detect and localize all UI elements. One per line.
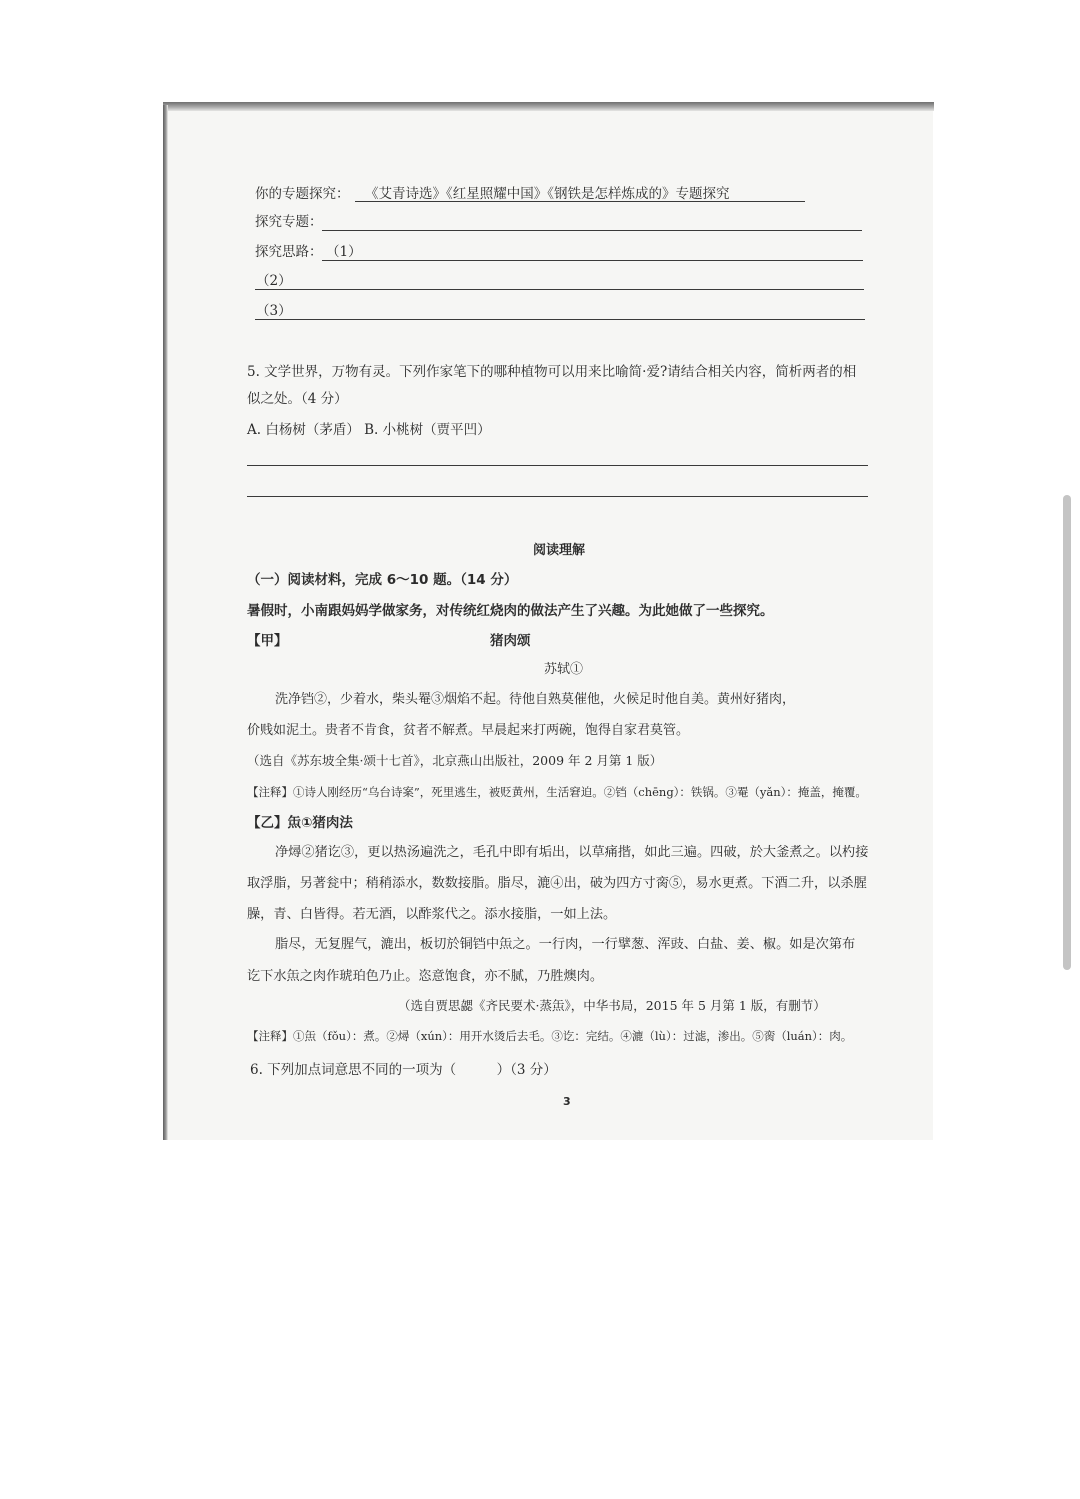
passage-yi-heading: 【乙】缹①猪肉法: [247, 815, 353, 831]
inquiry-step-2: （2）: [256, 273, 292, 289]
inquiry-subject-label: 探究专题：: [255, 214, 323, 230]
inquiry-step-1: （1）: [326, 244, 362, 260]
scan-left-edge: [163, 105, 168, 1140]
passage-yi-line: 讫下水缹之肉作琥珀色乃止。恣意饱食，亦不腻，乃胜燠肉。: [247, 969, 604, 984]
inquiry-approach-label: 探究思路：: [255, 244, 323, 260]
answer-line: [355, 201, 805, 202]
page-number: 3: [563, 1095, 571, 1108]
passage-yi-line: 净燖②猪讫③，更以热汤遍洗之，毛孔中即有垢出，以草痛揩，如此三遍。四破，於大釜煮之。以杓接: [275, 845, 869, 860]
scan-top-edge: [163, 102, 934, 111]
passage-jia-label: 【甲】: [247, 633, 288, 649]
answer-line: [255, 289, 864, 290]
passage-jia-line: 价贱如泥土。贵者不肯食，贫者不解煮。早晨起来打两碗，饱得自家君莫管。: [247, 723, 690, 738]
inquiry-step-3: （3）: [256, 303, 292, 319]
question-5-line-2: 似之处。（4 分）: [247, 391, 348, 407]
question-5-line-1: 5. 文学世界，万物有灵。下列作家笔下的哪种植物可以用来比喻简·爱?请结合相关内容，简析两者的相: [247, 364, 857, 380]
reading-intro: 暑假时，小南跟妈妈学做家务，对传统红烧肉的做法产生了兴趣。为此她做了一些探究。: [247, 603, 774, 619]
passage-yi-source: （选自贾思勰《齐民要术·蒸缹》，中华书局，2015 年 5 月第 1 版，有删节）: [398, 998, 826, 1013]
answer-line: [322, 260, 863, 261]
passage-jia-author: 苏轼①: [544, 662, 584, 677]
answer-line: [247, 465, 868, 466]
answer-line: [247, 496, 868, 497]
answer-line: [322, 230, 862, 231]
question-5-options: A. 白杨树（茅盾） B. 小桃树（贾平凹）: [247, 422, 491, 438]
passage-yi-line: 脂尽，无复腥气，漉出，板切於铜铛中缹之。一行肉，一行擘葱、浑豉、白盐、姜、椒。如是次第布: [275, 937, 856, 952]
question-6: 6. 下列加点词意思不同的一项为（ ）（3 分）: [250, 1062, 557, 1078]
inquiry-topic-label: 你的专题探究：: [255, 186, 350, 202]
scrollbar[interactable]: [1063, 495, 1071, 970]
section-title: 阅读理解: [533, 543, 586, 558]
passage-jia-notes: 【注释】①诗人刚经历“乌台诗案”，死里逃生，被贬黄州，生活窘迫。②铛（chēng）：铁锅。③罨（yǎn）：掩盖，掩覆。: [247, 785, 867, 799]
passage-yi-line: 臊，青、白皆得。若无酒，以酢浆代之。添水接脂，一如上法。: [247, 907, 617, 922]
inquiry-topic-value: 《艾青诗选》《红星照耀中国》《钢铁是怎样炼成的》专题探究: [365, 186, 730, 202]
passage-yi-notes: 【注释】①缹（fǒu）：煮。②燖（xún）：用开水烫后去毛。③讫：完结。④漉（lù）：过滤，渗出。⑤脔（luán）：肉。: [247, 1029, 853, 1043]
passage-jia-source: （选自《苏东坡全集·颂十七首》，北京燕山出版社，2009 年 2 月第 1 版）: [247, 753, 663, 768]
passage-jia-title: 猪肉颂: [490, 633, 531, 649]
answer-line: [255, 319, 865, 320]
part-heading: （一）阅读材料，完成 6～10 题。（14 分）: [247, 572, 518, 588]
passage-jia-line: 洗净铛②，少着水，柴头罨③烟焰不起。待他自熟莫催他，火候足时他自美。黄州好猪肉，: [275, 692, 796, 707]
passage-yi-line: 取浮脂，另著瓮中；稍稍添水，数数接脂。脂尽，漉④出，破为四方寸脔⑤，易水更煮。下酒二升，以杀腥: [247, 876, 867, 891]
